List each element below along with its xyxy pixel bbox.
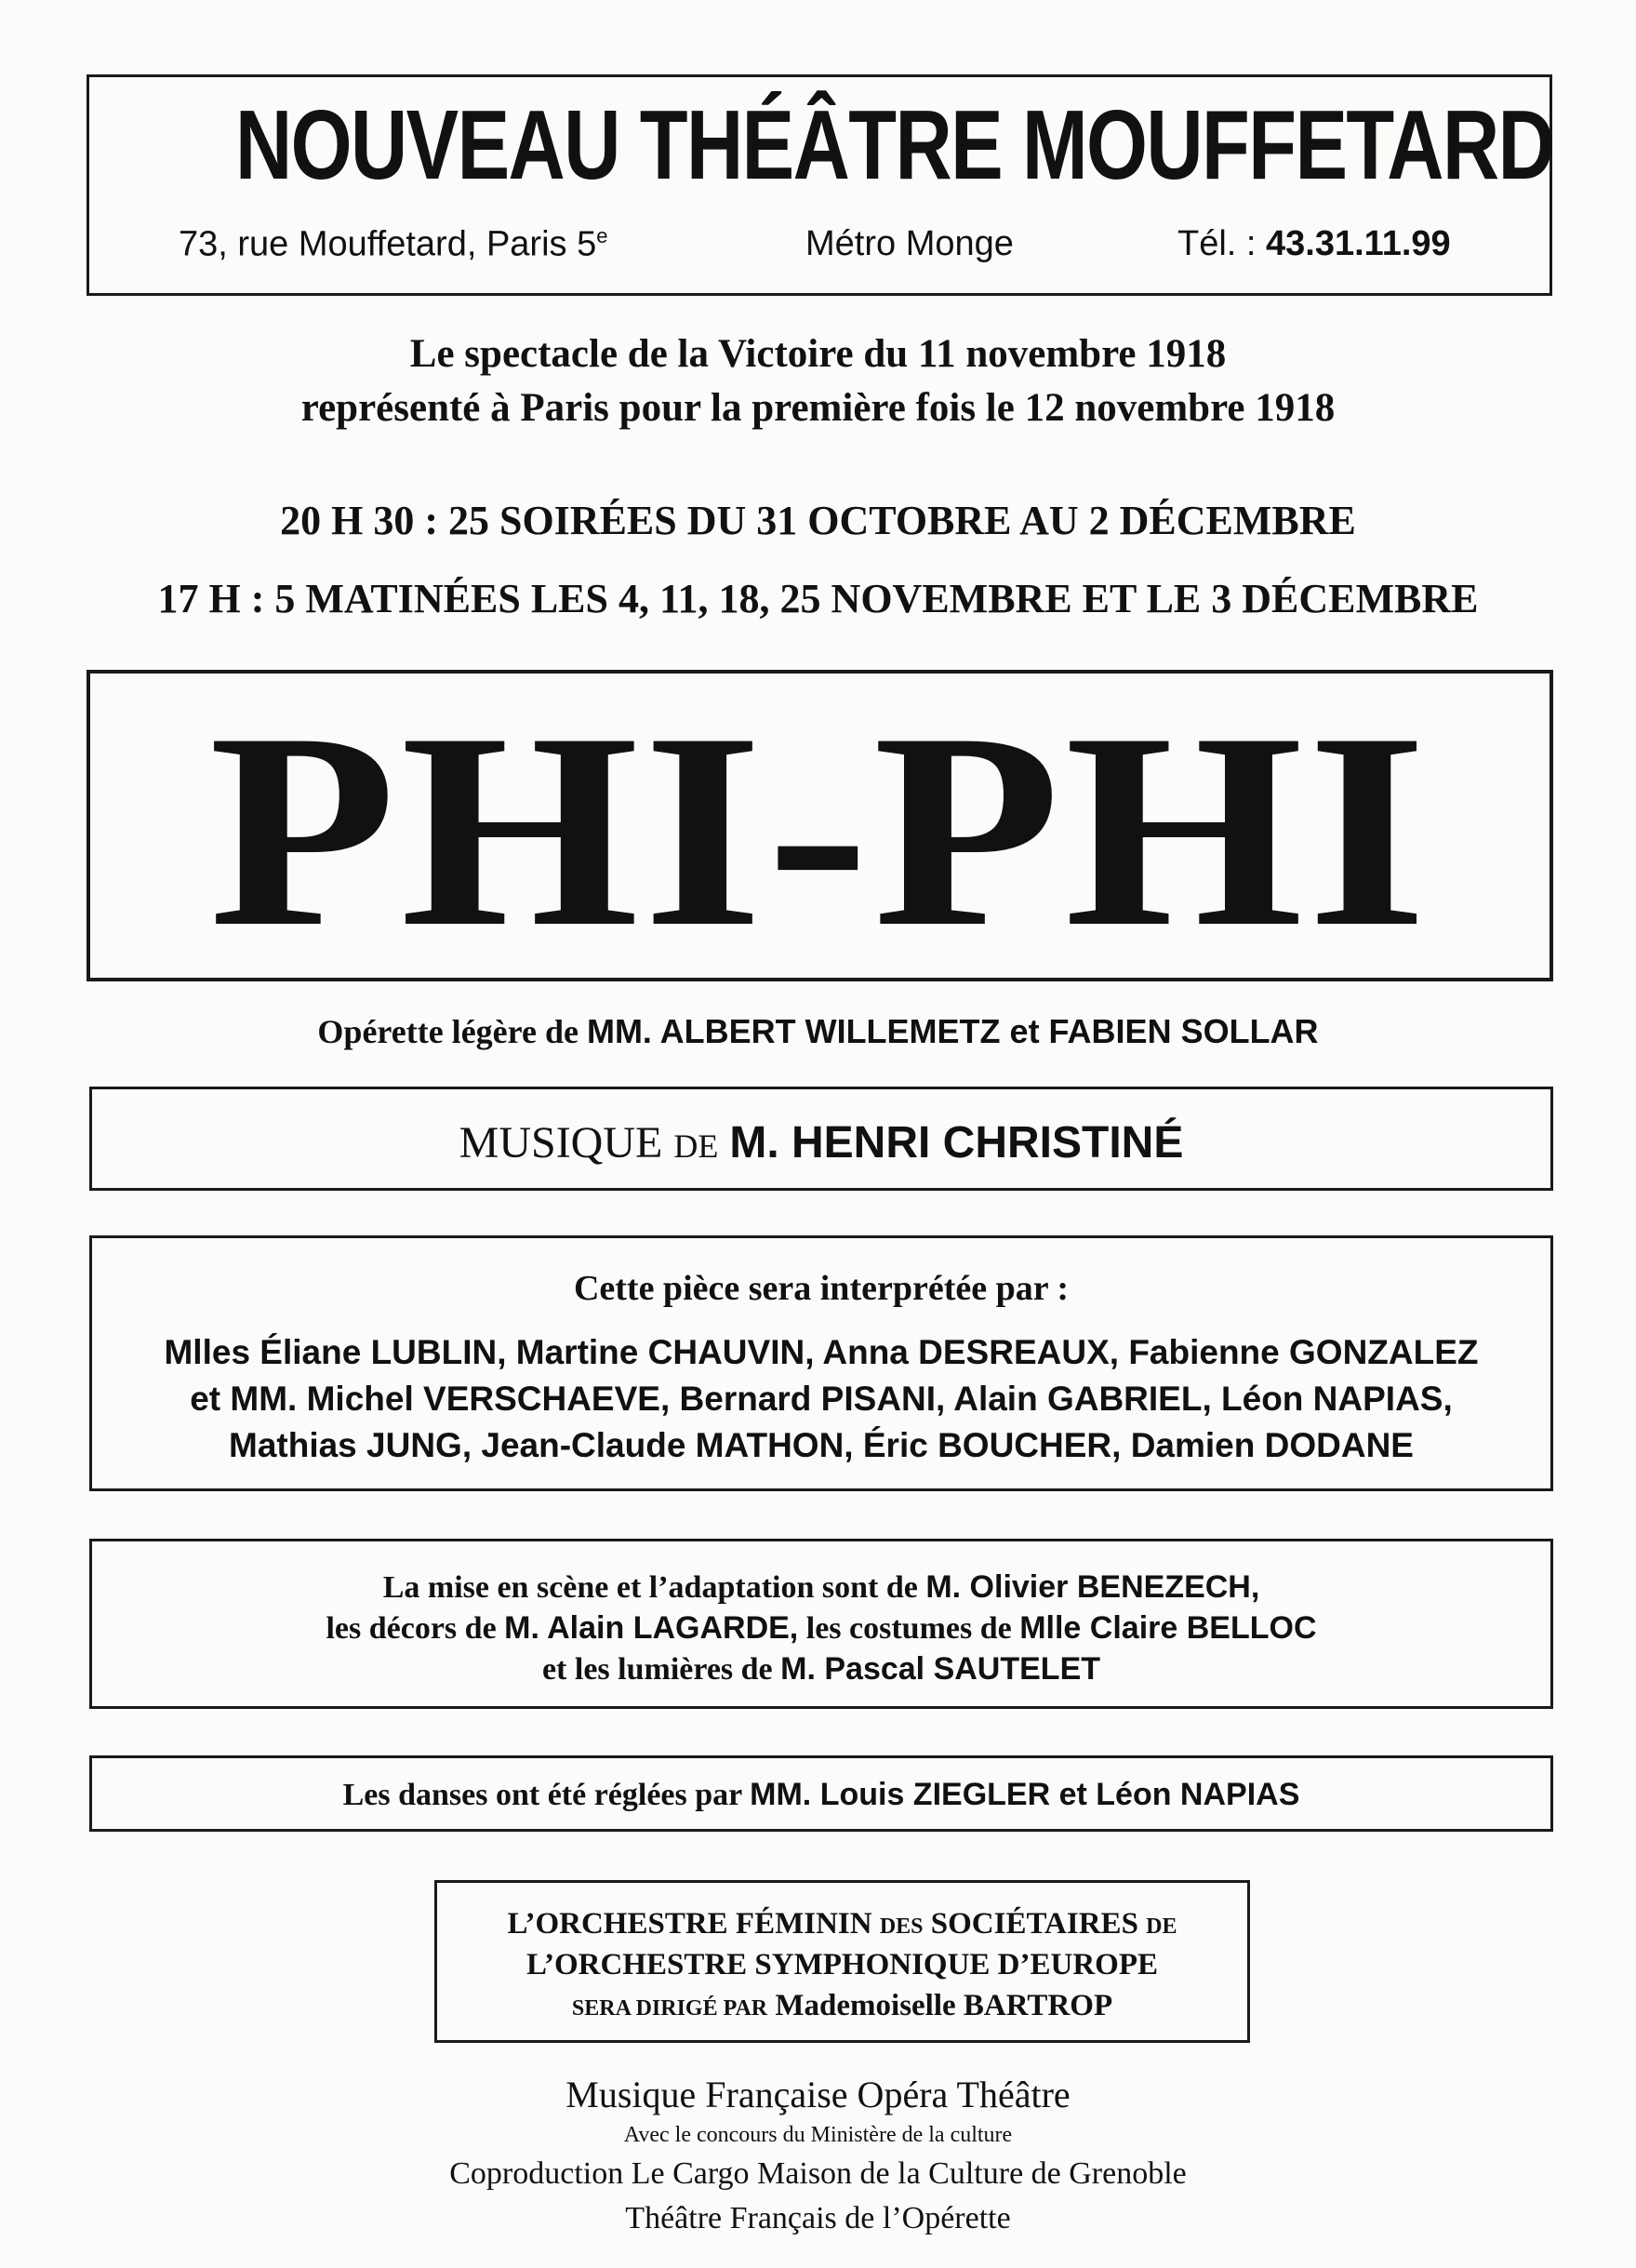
orchestra-line-2: L’ORCHESTRE SYMPHONIQUE D’EUROPE [525,1948,1159,1981]
cast-line-1: Mlles Éliane LUBLIN, Martine CHAUVIN, Anna DESREAUX, Fabienne GONZALEZ [164,1333,1479,1371]
schedule-evenings: 20 H 30 : 25 SOIRÉES DU 31 OCTOBRE AU 2 DÉCEMBRE [280,498,1356,543]
phone [1177,224,1451,264]
staging-line-1 [92,1569,1550,1606]
staging-box [89,1539,1553,1709]
orchestra-line-1-d: DE [1146,1914,1177,1939]
orchestra-line-3-a: SERA DIRIGÉ PAR [571,1996,768,2021]
staging-line-2 [92,1610,1550,1647]
staging-line-2-c: les costumes de [798,1611,1020,1646]
orchestra-box [434,1880,1250,2043]
orchestra-line-1-a: L’ORCHESTRE FÉMININ [507,1907,872,1941]
music-credit [92,1117,1550,1168]
staging-line-3 [92,1651,1550,1688]
staging-line-2-b: M. Alain LAGARDE, [504,1610,799,1646]
orchestra-line-1-b: DES [879,1914,924,1939]
music-label: MUSIQUE [459,1118,663,1167]
phone-number: 43.31.11.99 [1266,224,1451,263]
phone-label: Tél. : [1177,224,1267,263]
title-box [86,670,1553,984]
schedule [0,482,1636,638]
orchestra-line-1-c: SOCIÉTAIRES [930,1907,1138,1941]
dance-prefix: Les danses ont été réglées par [342,1778,751,1812]
cast-box [89,1235,1553,1491]
cast-line-2: et MM. Michel VERSCHAEVE, Bernard PISANI, Alain GABRIEL, Léon NAPIAS, [190,1380,1453,1418]
staging-line-3-a: et les lumières de [541,1652,781,1687]
music-box [89,1087,1553,1191]
dance-names: MM. Louis ZIEGLER et Léon NAPIAS [750,1777,1300,1812]
orchestra-line-3 [437,1989,1247,2023]
credit-line-3: Coproduction Le Cargo Maison de la Culture de Grenoble [449,2156,1187,2191]
credit-line-1: Musique Française Opéra Théâtre [565,2074,1071,2115]
subtitle-line-1: Le spectacle de la Victoire du 11 novembre 1918 [409,332,1227,376]
cast-line-3: Mathias JUNG, Jean-Claude MATHON, Éric BOUCHER, Damien DODANE [229,1426,1414,1464]
metro-station: Métro Monge [805,224,1014,263]
theatre-header-box [86,74,1552,296]
theatre-address [179,224,607,265]
subtitle-line-2: représenté à Paris pour la première fois le 12 novembre 1918 [300,386,1336,430]
theatre-name: NOUVEAU THÉÂTRE MOUFFETARD [235,90,1554,200]
authors-prefix: Opérette légère de [317,1013,587,1050]
orchestra-line-3-b: Mademoiselle BARTROP [775,1989,1113,2022]
staging-line-1-b: M. Olivier BENEZECH, [925,1569,1260,1605]
music-composer: M. HENRI CHRISTINÉ [729,1118,1184,1167]
performance-subtitle [0,327,1636,435]
music-de: DE [673,1127,719,1165]
authors-names: MM. ALBERT WILLEMETZ et FABIEN SOLLAR [586,1012,1319,1050]
address-text: 73, rue Mouffetard, Paris 5 [179,224,597,264]
staging-line-3-b: M. Pascal SAUTELET [780,1651,1101,1687]
staging-line-1-a: La mise en scène et l’adaptation sont de [382,1570,926,1605]
dance-credit [92,1777,1550,1813]
authors-line [0,1012,1636,1051]
address-superscript: e [596,224,608,247]
staging-line-2-d: Mlle Claire BELLOC [1019,1610,1317,1646]
schedule-matinees: 17 H : 5 MATINÉES LES 4, 11, 18, 25 NOVEMBRE ET LE 3 DÉCEMBRE [157,576,1479,621]
show-title: PHI-PHI [208,675,1431,984]
staging-line-2-a: les décors de [326,1611,505,1646]
dance-box [89,1755,1553,1832]
credit-line-4: Théâtre Français de l’Opérette [625,2201,1011,2235]
credit-line-2: Avec le concours du Ministère de la culture [623,2123,1013,2147]
cast-intro: Cette pièce sera interprétée par : [573,1269,1070,1308]
orchestra-line-1 [437,1907,1247,1941]
